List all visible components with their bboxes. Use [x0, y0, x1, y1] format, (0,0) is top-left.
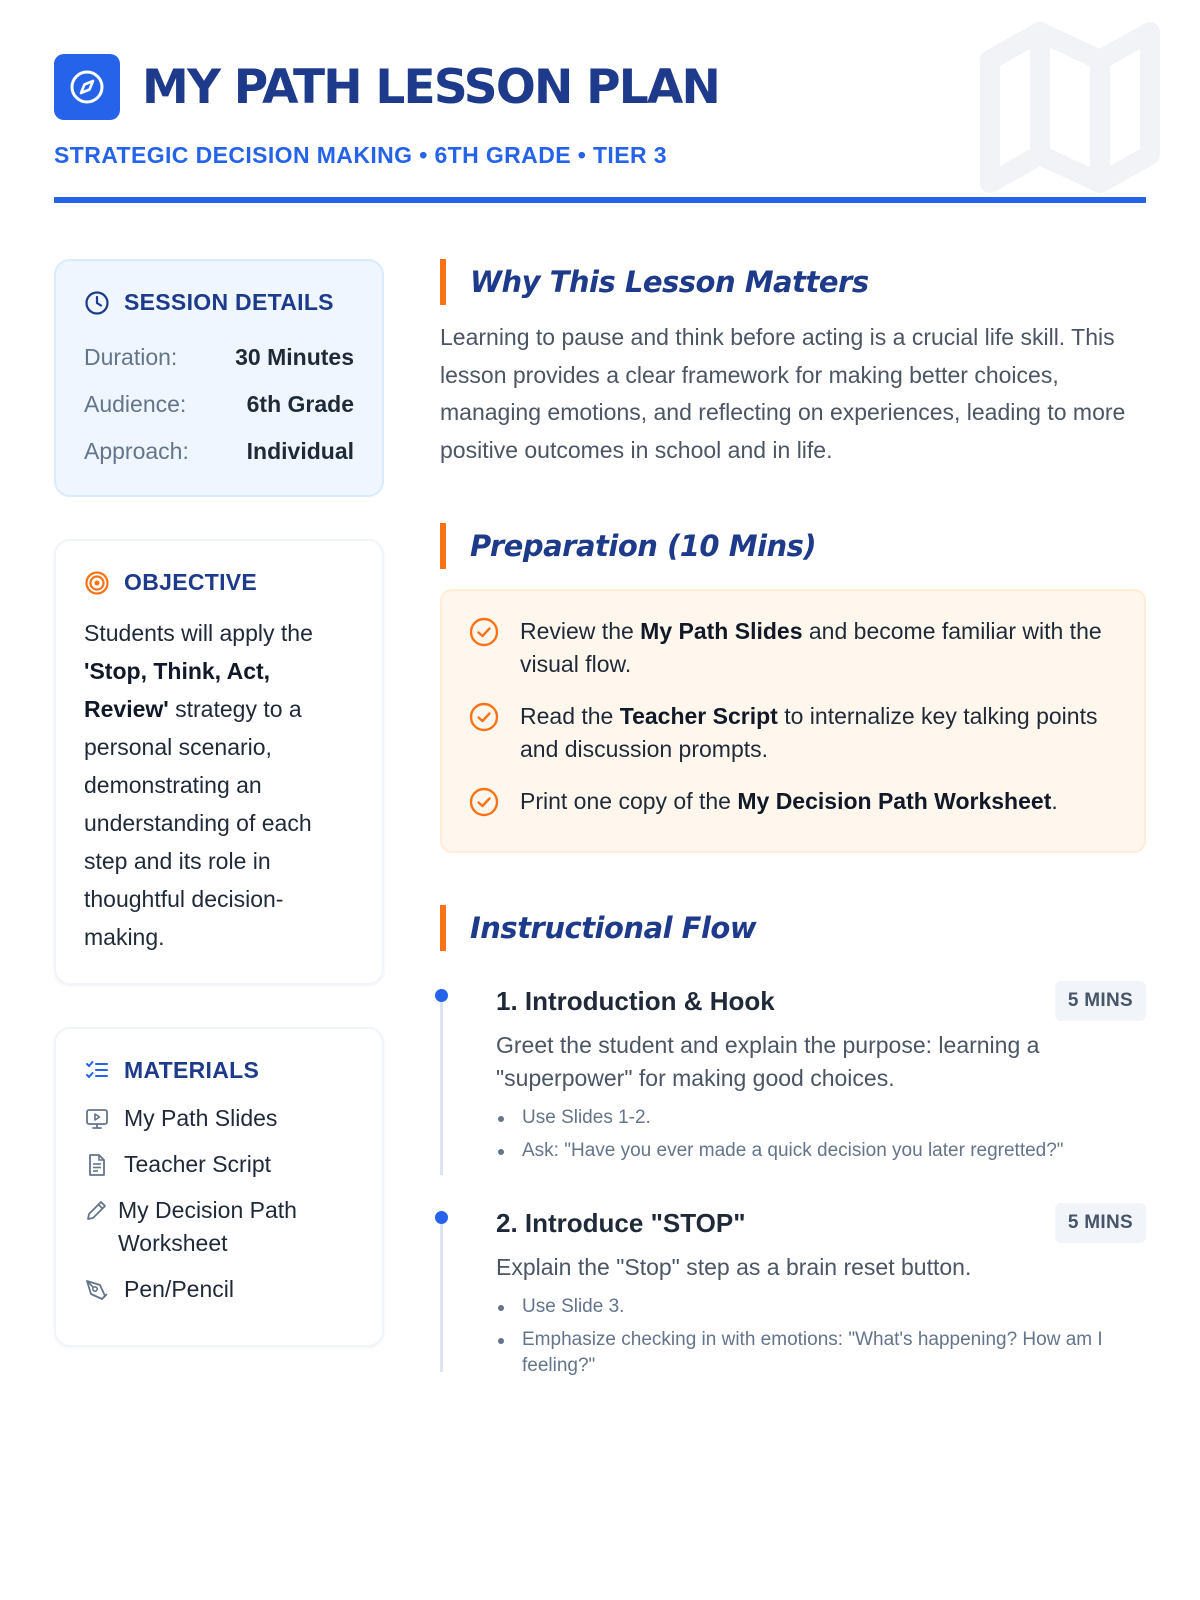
- step-bullet: Use Slides 1-2.: [496, 1105, 1146, 1131]
- preparation-item-text: Review the My Path Slides and become familiar with the visual flow.: [520, 618, 1102, 677]
- preparation-item: [468, 700, 1116, 766]
- check-circle-icon: [468, 786, 500, 818]
- detail-row-approach: [84, 428, 354, 475]
- step-title: 2. Introduce "STOP": [496, 1207, 746, 1238]
- step-description: Explain the "Stop" step as a brain reset button.: [496, 1254, 972, 1280]
- section-heading: [440, 259, 1146, 305]
- timeline-dot: [435, 989, 448, 1002]
- materials-item-label: Pen/Pencil: [124, 1276, 234, 1302]
- duration-badge: 5 MINS: [1055, 981, 1146, 1021]
- preparation-item-text: Read the Teacher Script to internalize key talking points and discussion prompts.: [520, 703, 1098, 762]
- step-bullets: [496, 1105, 1146, 1164]
- duration-badge: 5 MINS: [1055, 1203, 1146, 1243]
- sidebar: [54, 259, 384, 1389]
- detail-value: 6th Grade: [246, 391, 354, 417]
- materials-item: [84, 1148, 354, 1181]
- session-details-title: SESSION DETAILS: [124, 289, 334, 315]
- materials-item-label: Teacher Script: [124, 1151, 272, 1177]
- objective-text: Students will apply the 'Stop, Think, Act, Review' strategy to a personal scenario, demonstrating an understanding of each step and its role in thoughtful decision-making.: [84, 620, 313, 950]
- timeline-line: [440, 1217, 443, 1372]
- preparation-box: [440, 589, 1146, 853]
- preparation-item-text: Print one copy of the My Decision Path Worksheet.: [520, 788, 1058, 814]
- compass-logo-icon: [54, 54, 120, 120]
- materials-card: [54, 1027, 384, 1347]
- page-title: MY PATH LESSON PLAN: [142, 59, 719, 115]
- section-heading: [440, 523, 1146, 569]
- step-bullet: Ask: "Have you ever made a quick decision you later regretted?": [496, 1138, 1146, 1164]
- timeline: [440, 981, 1146, 1379]
- materials-item-label: My Path Slides: [124, 1105, 278, 1131]
- presentation-icon: [84, 1102, 110, 1135]
- main-content: [440, 259, 1146, 1389]
- document-icon: [84, 1148, 110, 1181]
- materials-item-label: My Decision Path Worksheet: [118, 1197, 297, 1256]
- section-heading: [440, 905, 1146, 951]
- why-section: [440, 259, 1146, 469]
- materials-title: MATERIALS: [124, 1057, 260, 1083]
- target-icon: [84, 570, 110, 596]
- pen-tool-icon: [84, 1273, 110, 1306]
- preparation-title: Preparation (10 Mins): [470, 529, 817, 563]
- checklist-icon: [84, 1058, 110, 1084]
- instructional-flow-section: [440, 905, 1146, 1379]
- check-circle-icon: [468, 616, 500, 648]
- detail-label: Approach:: [84, 438, 189, 464]
- step-description: Greet the student and explain the purpose: learning a "superpower" for making good choices.: [496, 1032, 1040, 1091]
- timeline-line: [440, 995, 443, 1175]
- detail-label: Duration:: [84, 344, 178, 370]
- session-details-card: [54, 259, 384, 497]
- header-divider: [54, 197, 1146, 203]
- objective-title: OBJECTIVE: [124, 569, 258, 595]
- step-bullets: [496, 1294, 1146, 1379]
- preparation-section: [440, 523, 1146, 853]
- why-text: Learning to pause and think before acting is a crucial life skill. This lesson provides a clear framework for making better choices, managing emotions, and reflecting on experiences, leading to more positive outcomes in school and in life.: [440, 324, 1126, 463]
- why-title: Why This Lesson Matters: [470, 265, 869, 299]
- timeline-step: [440, 981, 1146, 1203]
- detail-row-audience: [84, 381, 354, 428]
- pencil-icon: [84, 1194, 110, 1227]
- materials-list: [84, 1102, 354, 1306]
- check-circle-icon: [468, 701, 500, 733]
- timeline-step: [440, 1203, 1146, 1379]
- detail-row-duration: [84, 334, 354, 381]
- materials-item: [84, 1102, 354, 1135]
- page-header: [54, 54, 1146, 203]
- objective-card: [54, 539, 384, 985]
- clock-icon: [84, 290, 110, 316]
- detail-value: Individual: [246, 438, 354, 464]
- materials-item: [84, 1273, 354, 1306]
- step-bullet: Use Slide 3.: [496, 1294, 1146, 1320]
- detail-value: 30 Minutes: [235, 344, 354, 370]
- page-subtitle: STRATEGIC DECISION MAKING • 6TH GRADE • TIER 3: [54, 142, 667, 168]
- timeline-dot: [435, 1211, 448, 1224]
- preparation-item: [468, 785, 1116, 818]
- detail-label: Audience:: [84, 391, 187, 417]
- materials-item: [84, 1194, 354, 1260]
- step-bullet: Emphasize checking in with emotions: "What's happening? How am I feeling?": [496, 1327, 1146, 1379]
- preparation-item: [468, 615, 1116, 681]
- step-title: 1. Introduction & Hook: [496, 985, 775, 1016]
- flow-title: Instructional Flow: [470, 911, 757, 945]
